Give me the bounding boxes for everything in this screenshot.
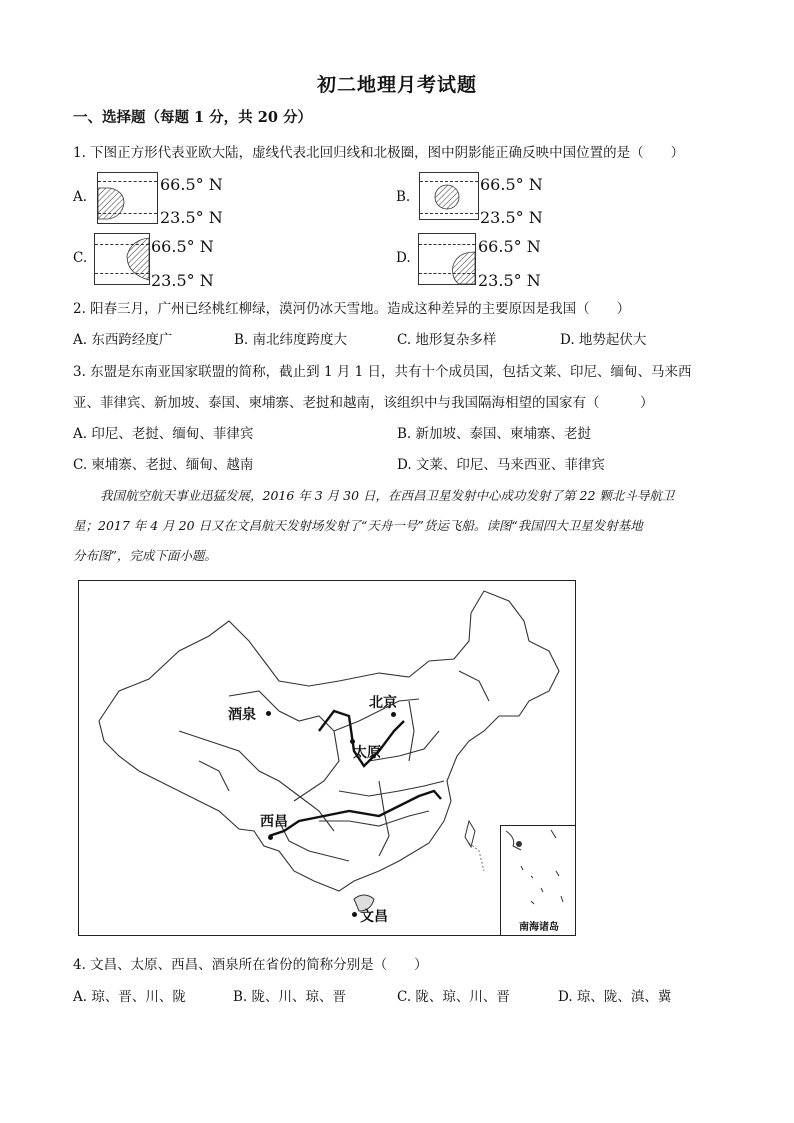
label-jiuquan: 酒泉 bbox=[228, 707, 256, 723]
q4-option-a[interactable]: A. 琼、晋、川、陇 bbox=[73, 989, 186, 1005]
passage-line-3: 分布图”，完成下面小题。 bbox=[73, 548, 217, 563]
q1-d-lat-bottom: 23.5° N bbox=[478, 271, 541, 290]
dot-taiyuan bbox=[350, 739, 355, 744]
q1-option-a-letter[interactable]: A. bbox=[73, 189, 88, 205]
dot-wenchang bbox=[352, 912, 357, 917]
q1-c-lat-bottom: 23.5° N bbox=[151, 271, 214, 290]
q3-option-a[interactable]: A. 印尼、老挝、缅甸、菲律宾 bbox=[73, 426, 254, 442]
q1-option-d-letter[interactable]: D. bbox=[396, 250, 411, 266]
q2-option-a[interactable]: A. 东西跨经度广 bbox=[73, 332, 173, 348]
q1-option-b-letter[interactable]: B. bbox=[396, 189, 411, 205]
passage-line-2: 星；2017 年 4 月 20 日又在文昌航天发射场发射了“天舟一号”货运飞船。读图“我国四大卫星发射基地 bbox=[73, 518, 643, 533]
q1-option-c-diagram[interactable] bbox=[94, 233, 150, 285]
page-title: 初二地理月考试题 bbox=[316, 74, 477, 96]
q1-a-lat-top: 66.5° N bbox=[160, 175, 223, 194]
question-4-stem: 4. 文昌、太原、西昌、酒泉所在省份的简称分别是（ ） bbox=[73, 957, 428, 973]
q3-option-c[interactable]: C. 柬埔寨、老挝、缅甸、越南 bbox=[73, 457, 254, 473]
dot-xichang bbox=[268, 835, 273, 840]
q3-option-b[interactable]: B. 新加坡、泰国、柬埔寨、老挝 bbox=[397, 426, 592, 442]
launch-sites-map bbox=[78, 580, 576, 936]
q1-a-lat-bottom: 23.5° N bbox=[160, 208, 223, 227]
question-3-stem-line2: 亚、菲律宾、新加坡、泰国、柬埔寨、老挝和越南，该组织中与我国隔海相望的国家有（ ） bbox=[73, 395, 654, 411]
q1-option-c-shading bbox=[95, 234, 149, 284]
label-wenchang: 文昌 bbox=[360, 909, 388, 925]
q1-option-d-shading bbox=[419, 234, 475, 284]
q4-option-d[interactable]: D. 琼、陇、滇、冀 bbox=[558, 989, 672, 1005]
q2-option-c[interactable]: C. 地形复杂多样 bbox=[397, 332, 497, 348]
q1-d-lat-top: 66.5° N bbox=[478, 237, 541, 256]
q1-option-a-diagram[interactable] bbox=[97, 172, 158, 224]
south-china-sea-inset bbox=[500, 825, 575, 935]
q1-option-a-shading bbox=[98, 173, 157, 223]
q1-option-c-letter[interactable]: C. bbox=[73, 250, 88, 266]
question-2-stem: 2. 阳春三月，广州已经桃红柳绿，漠河仍冰天雪地。造成这种差异的主要原因是我国（ ） bbox=[73, 301, 631, 317]
q2-option-d[interactable]: D. 地势起伏大 bbox=[560, 332, 647, 348]
label-beijing: 北京 bbox=[369, 695, 397, 711]
inset-islands bbox=[501, 826, 575, 916]
dot-jiuquan bbox=[266, 711, 271, 716]
q3-option-d[interactable]: D. 文莱、印尼、马来西亚、菲律宾 bbox=[397, 457, 605, 473]
inset-label: 南海诸岛 bbox=[519, 922, 559, 933]
question-3-stem-line1: 3. 东盟是东南亚国家联盟的简称，截止到 1 月 1 日，共有十个成员国，包括文莱、印尼、缅甸、马来西 bbox=[73, 364, 692, 380]
label-xichang: 西昌 bbox=[260, 814, 288, 830]
q4-option-b[interactable]: B. 陇、川、琼、晋 bbox=[233, 989, 347, 1005]
q4-option-c[interactable]: C. 陇、琼、川、晋 bbox=[397, 989, 510, 1005]
question-1-stem: 1. 下图正方形代表亚欧大陆，虚线代表北回归线和北极圈，图中阴影能正确反映中国位置的是（ ） bbox=[73, 145, 685, 161]
section-heading: 一、选择题（每题 1 分，共 20 分） bbox=[73, 109, 312, 126]
q1-option-d-diagram[interactable] bbox=[418, 233, 476, 285]
passage-line-1: 我国航空航天事业迅猛发展，2016 年 3 月 30 日，在西昌卫星发射中心成功发射了第 22 颗北斗导航卫 bbox=[100, 488, 675, 503]
q1-b-lat-top: 66.5° N bbox=[480, 175, 543, 194]
q1-option-b-shading bbox=[420, 173, 478, 219]
dot-beijing bbox=[391, 712, 396, 717]
q1-c-lat-top: 66.5° N bbox=[151, 237, 214, 256]
q1-option-b-diagram[interactable] bbox=[419, 172, 479, 220]
q1-b-lat-bottom: 23.5° N bbox=[480, 208, 543, 227]
q2-option-b[interactable]: B. 南北纬度跨度大 bbox=[234, 332, 348, 348]
label-taiyuan: 太原 bbox=[353, 745, 381, 761]
